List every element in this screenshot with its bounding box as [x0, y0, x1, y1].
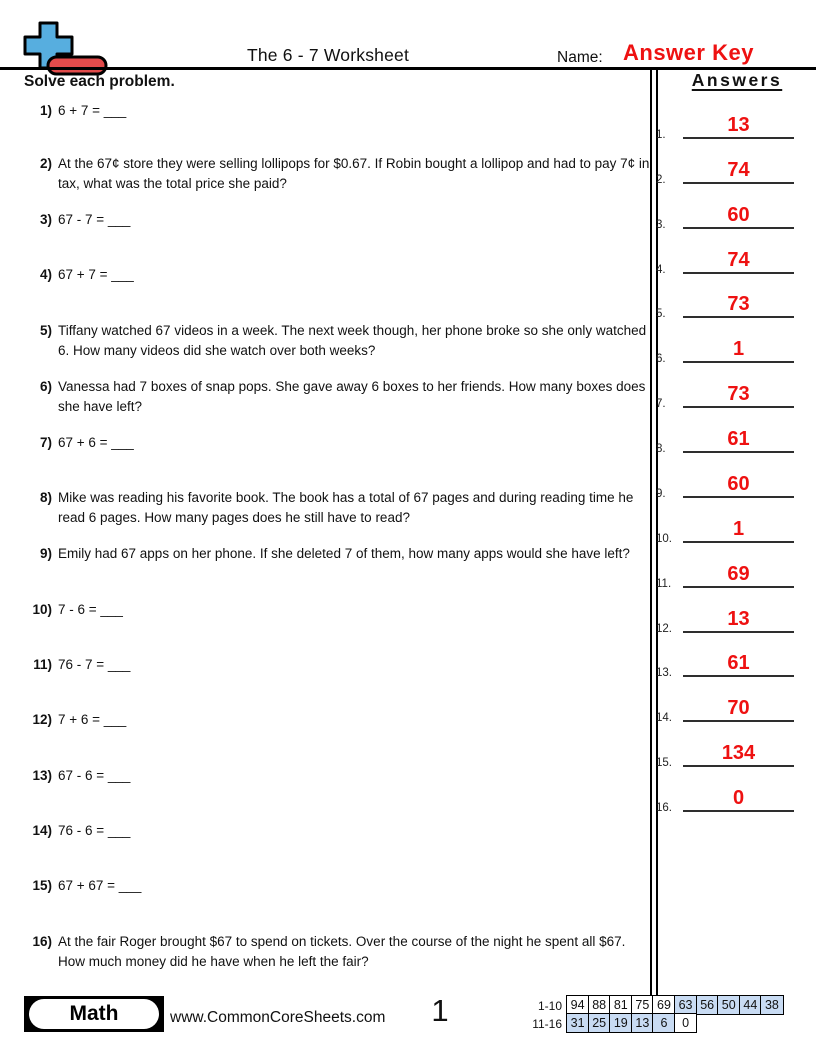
answer-slot — [654, 154, 796, 184]
score-row — [566, 1013, 697, 1033]
answer-line — [683, 720, 794, 722]
answer-value: 69 — [727, 563, 750, 585]
problem-text: 67 + 7 = ___ — [58, 267, 134, 282]
answer-number: 13. — [656, 667, 672, 679]
answer-number: 8. — [656, 443, 666, 455]
score-cell: 25 — [588, 1013, 611, 1033]
answer-number: 15. — [656, 757, 672, 769]
answer-value: 73 — [727, 383, 750, 405]
problem-number: 10) — [32, 602, 52, 617]
answer-value: 134 — [721, 742, 756, 764]
answer-slot — [654, 558, 796, 588]
answer-slot — [654, 603, 796, 633]
answer-slot — [654, 244, 796, 274]
answer-line — [683, 272, 794, 274]
problem-text: 67 - 6 = ___ — [58, 768, 131, 783]
answer-slot — [654, 737, 796, 767]
score-cell: 13 — [631, 1013, 654, 1033]
answer-line — [683, 316, 794, 318]
answer-value: 60 — [727, 204, 750, 226]
answers-heading: Answers — [691, 70, 783, 90]
problem-text: Mike was reading his favorite book. The book has a total of 67 pages and during reading time he read 6 pages. How many pages does he still have to read? — [58, 490, 634, 525]
problem-item — [24, 710, 652, 730]
answer-line — [683, 810, 794, 812]
problem-number: 16) — [32, 934, 52, 949]
problem-item — [24, 321, 652, 360]
problem-text: 76 - 6 = ___ — [58, 823, 131, 838]
problem-item — [24, 210, 652, 230]
subject-tab — [24, 996, 164, 1032]
problem-number: 7) — [39, 435, 52, 450]
problem-text: 67 + 67 = ___ — [58, 878, 142, 893]
name-value-answer-key: Answer Key — [623, 40, 754, 65]
answer-slot — [654, 333, 796, 363]
answer-value: 1 — [732, 338, 745, 360]
answer-value: 13 — [727, 608, 750, 630]
score-cell: 88 — [588, 995, 611, 1015]
score-cell: 94 — [566, 995, 589, 1015]
name-label: Name: — [557, 49, 603, 66]
answer-line — [683, 541, 794, 543]
problem-item — [24, 932, 652, 971]
problem-text: 7 + 6 = ___ — [58, 712, 127, 727]
answer-number: 1. — [656, 129, 666, 141]
subject-label: Math — [29, 999, 159, 1029]
score-cell: 38 — [760, 995, 783, 1015]
problem-item — [24, 766, 652, 786]
problem-text: At the fair Roger brought $67 to spend on tickets. Over the course of the night he spent all $67. How much money did he have when he left the fair? — [58, 934, 626, 969]
problem-number: 8) — [39, 490, 52, 505]
answer-number: 7. — [656, 398, 666, 410]
answer-value: 0 — [732, 787, 745, 809]
answer-number: 6. — [656, 353, 666, 365]
answer-number: 3. — [656, 219, 666, 231]
answer-number: 9. — [656, 488, 666, 500]
problem-text: 67 + 6 = ___ — [58, 435, 134, 450]
score-row — [566, 995, 784, 1015]
answer-value: 1 — [732, 518, 745, 540]
problem-item — [24, 821, 652, 841]
answer-line — [683, 675, 794, 677]
worksheet-title: The 6 - 7 Worksheet — [246, 45, 410, 65]
answer-line — [683, 361, 794, 363]
answer-number: 10. — [656, 533, 672, 545]
answer-number: 12. — [656, 623, 672, 635]
score-row-label: 11-16 — [532, 1017, 562, 1031]
problem-number: 5) — [39, 323, 52, 338]
problem-item — [24, 655, 652, 675]
problem-text: Vanessa had 7 boxes of snap pops. She gave away 6 boxes to her friends. How many boxes does she have left? — [58, 379, 646, 414]
problem-item — [24, 600, 652, 620]
answer-value: 74 — [727, 159, 750, 181]
answer-slot — [654, 647, 796, 677]
answer-line — [683, 406, 794, 408]
problem-item — [24, 876, 652, 896]
problem-number: 11) — [33, 657, 52, 672]
problem-number: 2) — [39, 156, 52, 171]
problem-number: 14) — [32, 823, 52, 838]
answer-number: 4. — [656, 264, 666, 276]
answer-value: 61 — [727, 428, 750, 450]
answer-value: 73 — [727, 293, 750, 315]
answer-line — [683, 496, 794, 498]
answer-number: 16. — [656, 802, 672, 814]
score-cell: 56 — [696, 995, 719, 1015]
problem-item — [24, 544, 652, 564]
answer-line — [683, 182, 794, 184]
problem-text: At the 67¢ store they were selling lollipops for $0.67. If Robin bought a lollipop and had to pay 7¢ in tax, what was the total price she paid? — [58, 156, 650, 191]
answer-line — [683, 451, 794, 453]
problem-item — [24, 377, 652, 416]
problem-item — [24, 433, 652, 453]
answer-slot — [654, 423, 796, 453]
problem-item — [24, 101, 652, 121]
score-row-label: 1-10 — [537, 999, 562, 1013]
problem-number: 12) — [32, 712, 52, 727]
answer-line — [683, 631, 794, 633]
answer-slot — [654, 513, 796, 543]
answer-slot — [654, 378, 796, 408]
problem-text: 76 - 7 = ___ — [58, 657, 131, 672]
problem-text: 6 + 7 = ___ — [58, 103, 127, 118]
problem-number: 3) — [39, 212, 52, 227]
answer-value: 13 — [727, 114, 750, 136]
score-cell: 81 — [609, 995, 632, 1015]
answer-value: 60 — [727, 473, 750, 495]
answer-slot — [654, 288, 796, 318]
answer-value: 61 — [727, 652, 750, 674]
answer-line — [683, 586, 794, 588]
answer-number: 2. — [656, 174, 666, 186]
score-cell: 19 — [609, 1013, 632, 1033]
score-cell: 75 — [631, 995, 654, 1015]
answer-number: 5. — [656, 308, 666, 320]
problem-item — [24, 265, 652, 285]
problem-number: 13) — [32, 768, 52, 783]
answer-slot — [654, 109, 796, 139]
website-url: www.CommonCoreSheets.com — [170, 1009, 386, 1026]
problem-number: 4) — [39, 267, 52, 282]
problem-text: Emily had 67 apps on her phone. If she deleted 7 of them, how many apps would she have left? — [58, 546, 630, 561]
problem-number: 9) — [39, 546, 52, 561]
problem-number: 1) — [39, 103, 52, 118]
problem-number: 6) — [39, 379, 52, 394]
answer-line — [683, 137, 794, 139]
answer-slot — [654, 199, 796, 229]
score-cell: 6 — [652, 1013, 675, 1033]
answer-slot — [654, 468, 796, 498]
answers-separator-line — [650, 69, 652, 995]
score-cell: 69 — [652, 995, 675, 1015]
score-cell: 0 — [674, 1013, 697, 1033]
score-cell: 50 — [717, 995, 740, 1015]
problem-text: 67 - 7 = ___ — [58, 212, 131, 227]
answer-number: 11. — [656, 578, 672, 590]
score-cell: 63 — [674, 995, 697, 1015]
answer-slot — [654, 692, 796, 722]
score-cell: 44 — [739, 995, 762, 1015]
problem-item — [24, 488, 652, 527]
problem-item — [24, 154, 652, 193]
answer-value: 70 — [727, 697, 750, 719]
problem-number: 15) — [32, 878, 52, 893]
instructions-text: Solve each problem. — [24, 73, 175, 90]
answer-line — [683, 227, 794, 229]
page-number: 1 — [431, 993, 449, 1028]
answer-line — [683, 765, 794, 767]
answer-value: 74 — [727, 249, 750, 271]
problem-text: 7 - 6 = ___ — [58, 602, 123, 617]
problem-text: Tiffany watched 67 videos in a week. The next week though, her phone broke so she only watched 6. How many videos did she watch over both weeks? — [58, 323, 647, 358]
answer-number: 14. — [656, 712, 672, 724]
score-cell: 31 — [566, 1013, 589, 1033]
answer-slot — [654, 782, 796, 812]
